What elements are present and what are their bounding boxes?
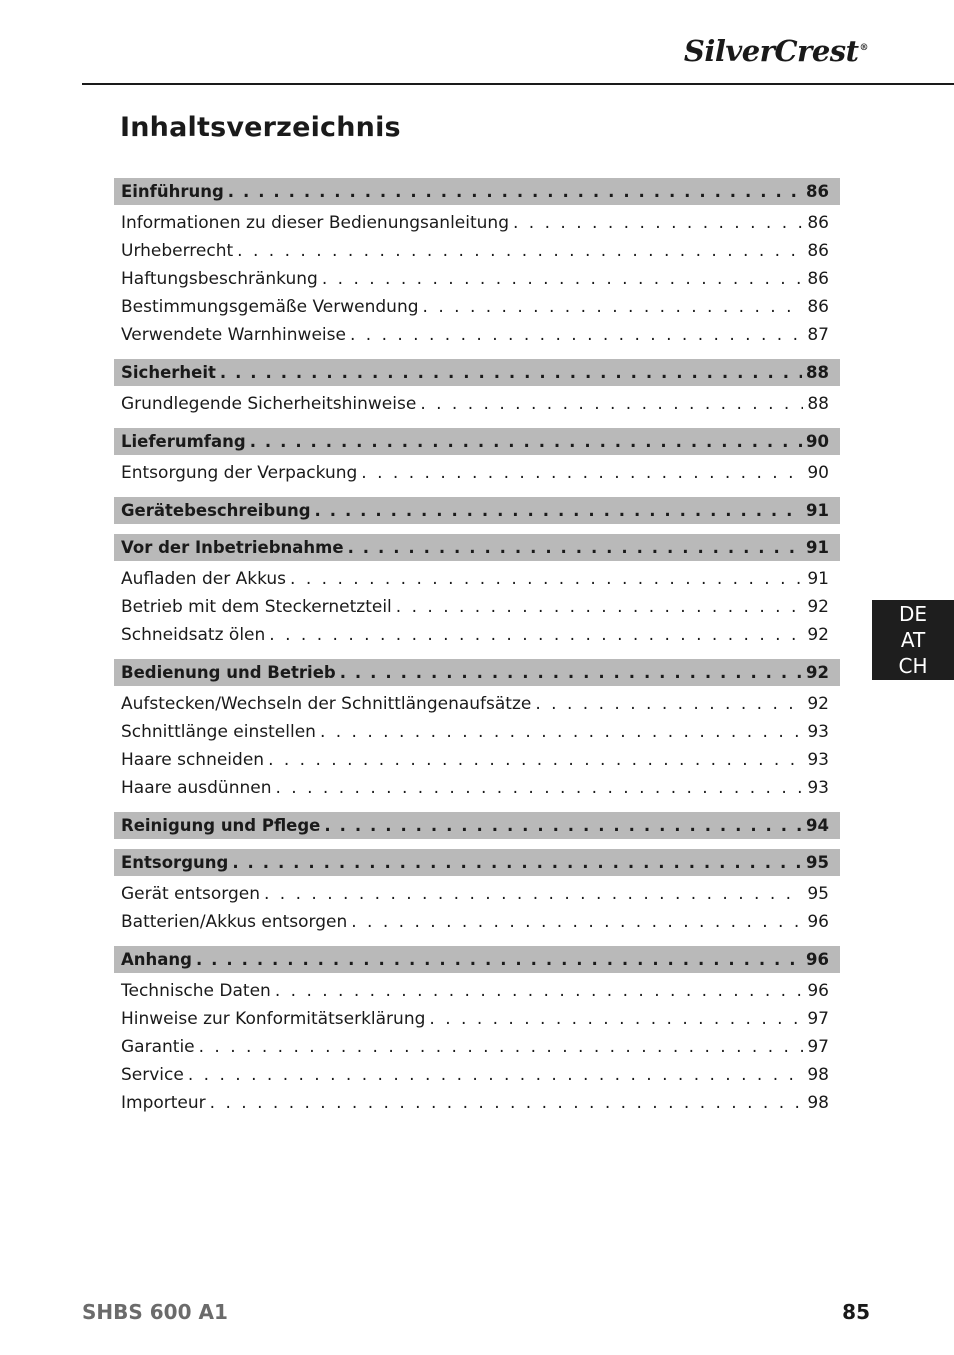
toc-section-heading[interactable] bbox=[114, 497, 840, 524]
toc-section bbox=[114, 812, 840, 839]
toc-entry-label: Gerät entsorgen bbox=[121, 884, 260, 904]
toc-leader-dots bbox=[250, 432, 802, 451]
toc-heading-label: Bedienung und Betrieb bbox=[121, 663, 336, 682]
toc-leader-dots bbox=[264, 880, 803, 908]
toc-leader-dots bbox=[324, 816, 802, 835]
toc-entry[interactable] bbox=[114, 265, 840, 293]
toc-entry-label: Betrieb mit dem Steckernetzteil bbox=[121, 597, 392, 617]
toc-leader-dots bbox=[348, 538, 802, 557]
toc-leader-dots bbox=[322, 265, 804, 293]
toc-leader-dots bbox=[276, 774, 804, 802]
toc-entry[interactable] bbox=[114, 774, 840, 802]
toc-entry-page: 95 bbox=[807, 884, 829, 904]
toc-leader-dots bbox=[196, 950, 802, 969]
toc-entry-label: Bestimmungsgemäße Verwendung bbox=[121, 297, 419, 317]
toc-leader-dots bbox=[513, 209, 803, 237]
toc-section bbox=[114, 178, 840, 349]
toc-section-heading[interactable] bbox=[114, 534, 840, 561]
toc-section bbox=[114, 534, 840, 649]
lang-de: DE bbox=[898, 602, 928, 626]
footer-page-number: 85 bbox=[842, 1300, 870, 1324]
toc-entry-label: Haare schneiden bbox=[121, 750, 265, 770]
toc-entry[interactable] bbox=[114, 1089, 840, 1117]
toc-heading-page: 94 bbox=[806, 816, 829, 835]
lang-at: AT bbox=[900, 628, 926, 652]
toc-leader-dots bbox=[351, 908, 803, 936]
toc-entry-page: 97 bbox=[807, 1009, 829, 1029]
toc-entry[interactable] bbox=[114, 321, 840, 349]
toc-leader-dots bbox=[535, 690, 803, 718]
toc-entry[interactable] bbox=[114, 565, 840, 593]
toc-leader-dots bbox=[210, 1089, 804, 1117]
toc-leader-dots bbox=[228, 182, 802, 201]
toc-entry-page: 87 bbox=[807, 325, 829, 345]
toc-entry-page: 86 bbox=[807, 269, 829, 289]
toc-heading-label: Lieferumfang bbox=[121, 432, 246, 451]
toc-entry-page: 98 bbox=[807, 1093, 829, 1113]
toc-entry-page: 97 bbox=[807, 1037, 829, 1057]
page-title: Inhaltsverzeichnis bbox=[120, 112, 401, 143]
toc-entry-page: 96 bbox=[807, 912, 829, 932]
toc-entry[interactable] bbox=[114, 209, 840, 237]
footer-model: SHBS 600 A1 bbox=[82, 1300, 228, 1324]
toc-section bbox=[114, 428, 840, 487]
toc-leader-dots bbox=[361, 459, 803, 487]
toc-entry[interactable] bbox=[114, 237, 840, 265]
toc-section-heading[interactable] bbox=[114, 812, 840, 839]
toc-leader-dots bbox=[199, 1033, 804, 1061]
registered-mark: ® bbox=[859, 43, 868, 54]
toc-entry-label: Entsorgung der Verpackung bbox=[121, 463, 358, 483]
toc-entry[interactable] bbox=[114, 880, 840, 908]
toc-entry-page: 86 bbox=[807, 297, 829, 317]
toc-entry-label: Hinweise zur Konformitätserklärung bbox=[121, 1009, 426, 1029]
toc-leader-dots bbox=[237, 237, 803, 265]
toc-section bbox=[114, 497, 840, 524]
toc-leader-dots bbox=[315, 501, 802, 520]
toc-entry-label: Importeur bbox=[121, 1093, 206, 1113]
brand-name: SilverCrest bbox=[683, 34, 859, 68]
toc-heading-label: Gerätebeschreibung bbox=[121, 501, 311, 520]
toc-leader-dots bbox=[350, 321, 803, 349]
toc-section-heading[interactable] bbox=[114, 659, 840, 686]
toc-heading-page: 90 bbox=[806, 432, 829, 451]
toc-section bbox=[114, 849, 840, 936]
toc-entry-label: Urheberrecht bbox=[121, 241, 234, 261]
toc-leader-dots bbox=[429, 1005, 803, 1033]
toc-section bbox=[114, 359, 840, 418]
toc-entry-page: 86 bbox=[807, 241, 829, 261]
toc-entry[interactable] bbox=[114, 1061, 840, 1089]
toc-heading-label: Vor der Inbetriebnahme bbox=[121, 538, 344, 557]
toc-heading-page: 86 bbox=[806, 182, 829, 201]
toc-leader-dots bbox=[275, 977, 804, 1005]
toc-section bbox=[114, 946, 840, 1117]
toc-entry-label: Batterien/Akkus entsorgen bbox=[121, 912, 348, 932]
toc-entry-label: Verwendete Warnhinweise bbox=[121, 325, 346, 345]
toc-entry-page: 86 bbox=[807, 213, 829, 233]
toc-leader-dots bbox=[340, 663, 802, 682]
header-rule bbox=[82, 83, 954, 85]
toc-entry-page: 93 bbox=[807, 750, 829, 770]
toc-entry-label: Aufstecken/Wechseln der Schnittlängenaufsätze bbox=[121, 694, 532, 714]
toc-entry-label: Grundlegende Sicherheitshinweise bbox=[121, 394, 417, 414]
language-tab bbox=[872, 600, 954, 680]
toc-heading-label: Reinigung und Pflege bbox=[121, 816, 321, 835]
toc-leader-dots bbox=[268, 746, 803, 774]
toc-entry-label: Schneidsatz ölen bbox=[121, 625, 266, 645]
toc-entry-label: Schnittlänge einstellen bbox=[121, 722, 316, 742]
toc-entry-label: Aufladen der Akkus bbox=[121, 569, 287, 589]
toc-leader-dots bbox=[423, 293, 804, 321]
toc-leader-dots bbox=[188, 1061, 804, 1089]
toc-heading-page: 92 bbox=[806, 663, 829, 682]
toc-heading-page: 91 bbox=[806, 501, 829, 520]
toc-leader-dots bbox=[232, 853, 802, 872]
toc-entry-page: 93 bbox=[807, 722, 829, 742]
toc-leader-dots bbox=[220, 363, 802, 382]
brand-logo bbox=[684, 34, 868, 68]
toc-entry[interactable] bbox=[114, 690, 840, 718]
toc-entry-label: Haare ausdünnen bbox=[121, 778, 272, 798]
toc-heading-page: 96 bbox=[806, 950, 829, 969]
toc-entry-label: Garantie bbox=[121, 1037, 195, 1057]
toc-entry[interactable] bbox=[114, 593, 840, 621]
toc-section-heading[interactable] bbox=[114, 359, 840, 386]
toc-entry-label: Informationen zu dieser Bedienungsanleitung bbox=[121, 213, 509, 233]
toc-section-heading[interactable] bbox=[114, 946, 840, 973]
toc-heading-label: Anhang bbox=[121, 950, 192, 969]
toc-leader-dots bbox=[396, 593, 804, 621]
lang-ch: CH bbox=[898, 654, 928, 678]
toc-section-heading[interactable] bbox=[114, 428, 840, 455]
toc-section bbox=[114, 659, 840, 802]
toc-leader-dots bbox=[320, 718, 803, 746]
toc-leader-dots bbox=[420, 390, 803, 418]
toc-entry-page: 96 bbox=[807, 981, 829, 1001]
toc-entry-label: Haftungsbeschränkung bbox=[121, 269, 318, 289]
toc-entry[interactable] bbox=[114, 293, 840, 321]
toc-entry-page: 92 bbox=[807, 597, 829, 617]
toc-entry-page: 90 bbox=[807, 463, 829, 483]
toc-heading-page: 95 bbox=[806, 853, 829, 872]
toc-entry-page: 98 bbox=[807, 1065, 829, 1085]
toc-entry-label: Service bbox=[121, 1065, 184, 1085]
toc-entry[interactable] bbox=[114, 1005, 840, 1033]
toc-entry[interactable] bbox=[114, 621, 840, 649]
toc-leader-dots bbox=[290, 565, 803, 593]
toc-entry-page: 88 bbox=[807, 394, 829, 414]
table-of-contents bbox=[114, 178, 840, 1127]
toc-entry-label: Technische Daten bbox=[121, 981, 271, 1001]
toc-section-heading[interactable] bbox=[114, 849, 840, 876]
toc-leader-dots bbox=[269, 621, 803, 649]
toc-entry[interactable] bbox=[114, 908, 840, 936]
toc-heading-label: Sicherheit bbox=[121, 363, 216, 382]
toc-heading-page: 88 bbox=[806, 363, 829, 382]
toc-entry-page: 92 bbox=[807, 694, 829, 714]
toc-entry[interactable] bbox=[114, 459, 840, 487]
toc-entry[interactable] bbox=[114, 390, 840, 418]
toc-entry[interactable] bbox=[114, 977, 840, 1005]
toc-entry-page: 92 bbox=[807, 625, 829, 645]
toc-heading-page: 91 bbox=[806, 538, 829, 557]
toc-entry[interactable] bbox=[114, 718, 840, 746]
toc-heading-label: Einführung bbox=[121, 182, 224, 201]
toc-section-heading[interactable] bbox=[114, 178, 840, 205]
toc-entry-page: 93 bbox=[807, 778, 829, 798]
toc-entry[interactable] bbox=[114, 1033, 840, 1061]
toc-entry-page: 91 bbox=[807, 569, 829, 589]
toc-entry[interactable] bbox=[114, 746, 840, 774]
toc-heading-label: Entsorgung bbox=[121, 853, 229, 872]
